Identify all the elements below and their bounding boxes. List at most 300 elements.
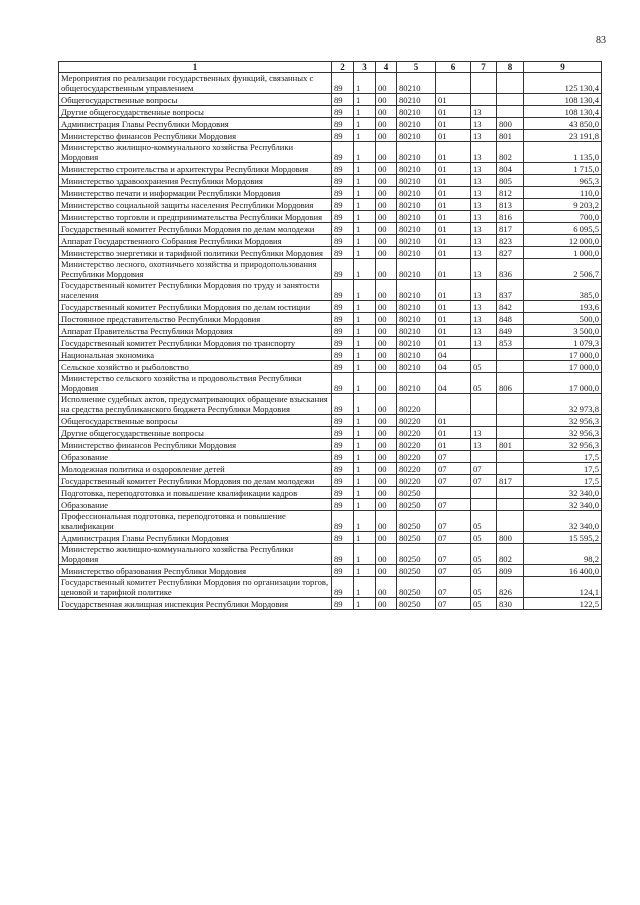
row-code-col-4: 00 bbox=[376, 487, 397, 499]
row-description: Государственный комитет Республики Мордовия по делам молодежи bbox=[59, 475, 332, 487]
row-code-col-2: 89 bbox=[332, 598, 354, 610]
table-row bbox=[59, 487, 602, 499]
row-code-col-6: 01 bbox=[436, 94, 471, 106]
row-code-col-6: 01 bbox=[436, 223, 471, 235]
row-code-col-3: 1 bbox=[354, 427, 376, 439]
row-code-col-4: 00 bbox=[376, 247, 397, 259]
row-code-col-5: 80250 bbox=[397, 499, 436, 511]
column-header-3: 3 bbox=[354, 62, 376, 73]
row-code-col-8: 816 bbox=[497, 211, 524, 223]
table-row bbox=[59, 211, 602, 223]
row-amount: 2 506,7 bbox=[524, 259, 602, 280]
row-code-col-8: 806 bbox=[497, 373, 524, 394]
row-code-col-4: 00 bbox=[376, 142, 397, 163]
row-description: Министерство образования Республики Мордовия bbox=[59, 565, 332, 577]
row-code-col-2: 89 bbox=[332, 427, 354, 439]
row-amount: 108 130,4 bbox=[524, 94, 602, 106]
row-code-col-7: 13 bbox=[471, 313, 497, 325]
row-description: Общегосударственные вопросы bbox=[59, 94, 332, 106]
row-code-col-5: 80210 bbox=[397, 175, 436, 187]
row-code-col-3: 1 bbox=[354, 235, 376, 247]
table-row bbox=[59, 532, 602, 544]
row-description: Министерство торговли и предпринимательства Республики Мордовия bbox=[59, 211, 332, 223]
table-row bbox=[59, 187, 602, 199]
row-description: Министерство печати и информации Республики Мордовия bbox=[59, 187, 332, 199]
row-code-col-7: 13 bbox=[471, 163, 497, 175]
row-description: Государственный комитет Республики Мордовия по делам молодежи bbox=[59, 223, 332, 235]
row-code-col-3: 1 bbox=[354, 280, 376, 301]
row-description: Министерство социальной защиты населения Республики Мордовия bbox=[59, 199, 332, 211]
row-code-col-2: 89 bbox=[332, 211, 354, 223]
row-code-col-7 bbox=[471, 349, 497, 361]
row-code-col-8 bbox=[497, 511, 524, 532]
row-code-col-8 bbox=[497, 487, 524, 499]
row-amount: 124,1 bbox=[524, 577, 602, 598]
table-row bbox=[59, 280, 602, 301]
row-code-col-3: 1 bbox=[354, 325, 376, 337]
row-code-col-5: 80250 bbox=[397, 544, 436, 565]
row-code-col-8: 802 bbox=[497, 142, 524, 163]
row-code-col-6: 01 bbox=[436, 247, 471, 259]
table-row bbox=[59, 565, 602, 577]
column-header-4: 4 bbox=[376, 62, 397, 73]
row-description: Другие общегосударственные вопросы bbox=[59, 106, 332, 118]
row-code-col-4: 00 bbox=[376, 235, 397, 247]
row-code-col-4: 00 bbox=[376, 280, 397, 301]
row-code-col-2: 89 bbox=[332, 361, 354, 373]
row-description: Государственный комитет Республики Мордовия по транспорту bbox=[59, 337, 332, 349]
row-amount: 32 956,3 bbox=[524, 415, 602, 427]
row-code-col-2: 89 bbox=[332, 337, 354, 349]
row-code-col-7: 13 bbox=[471, 199, 497, 211]
row-code-col-8 bbox=[497, 451, 524, 463]
row-code-col-6 bbox=[436, 73, 471, 94]
row-code-col-8: 848 bbox=[497, 313, 524, 325]
row-code-col-3: 1 bbox=[354, 499, 376, 511]
table-row bbox=[59, 451, 602, 463]
row-code-col-2: 89 bbox=[332, 325, 354, 337]
row-code-col-3: 1 bbox=[354, 349, 376, 361]
row-description: Подготовка, переподготовка и повышение квалификации кадров bbox=[59, 487, 332, 499]
row-amount: 32 973,8 bbox=[524, 394, 602, 415]
row-amount: 1 000,0 bbox=[524, 247, 602, 259]
row-code-col-4: 00 bbox=[376, 361, 397, 373]
row-code-col-8 bbox=[497, 499, 524, 511]
row-code-col-3: 1 bbox=[354, 118, 376, 130]
row-code-col-4: 00 bbox=[376, 163, 397, 175]
row-code-col-8: 853 bbox=[497, 337, 524, 349]
row-code-col-2: 89 bbox=[332, 373, 354, 394]
row-amount: 1 135,0 bbox=[524, 142, 602, 163]
row-code-col-7: 05 bbox=[471, 361, 497, 373]
row-code-col-5: 80210 bbox=[397, 325, 436, 337]
row-code-col-4: 00 bbox=[376, 175, 397, 187]
row-code-col-6: 04 bbox=[436, 349, 471, 361]
row-code-col-3: 1 bbox=[354, 247, 376, 259]
row-code-col-8 bbox=[497, 349, 524, 361]
row-code-col-6: 04 bbox=[436, 361, 471, 373]
table-row bbox=[59, 259, 602, 280]
table-row bbox=[59, 130, 602, 142]
row-code-col-5: 80210 bbox=[397, 349, 436, 361]
row-code-col-3: 1 bbox=[354, 532, 376, 544]
row-code-col-8 bbox=[497, 94, 524, 106]
row-code-col-7 bbox=[471, 451, 497, 463]
row-code-col-8: 800 bbox=[497, 118, 524, 130]
row-code-col-3: 1 bbox=[354, 106, 376, 118]
row-description: Общегосударственные вопросы bbox=[59, 415, 332, 427]
row-code-col-6: 07 bbox=[436, 577, 471, 598]
row-code-col-3: 1 bbox=[354, 142, 376, 163]
row-code-col-7: 13 bbox=[471, 118, 497, 130]
row-code-col-4: 00 bbox=[376, 427, 397, 439]
row-code-col-3: 1 bbox=[354, 487, 376, 499]
row-amount: 385,0 bbox=[524, 280, 602, 301]
row-code-col-2: 89 bbox=[332, 313, 354, 325]
row-description: Министерство жилищно-коммунального хозяйства Республики Мордовия bbox=[59, 544, 332, 565]
row-code-col-6: 01 bbox=[436, 280, 471, 301]
row-code-col-6: 01 bbox=[436, 130, 471, 142]
row-code-col-2: 89 bbox=[332, 130, 354, 142]
row-code-col-6: 01 bbox=[436, 118, 471, 130]
row-code-col-6: 07 bbox=[436, 463, 471, 475]
row-description: Министерство энергетики и тарифной политики Республики Мордовия bbox=[59, 247, 332, 259]
table-row bbox=[59, 361, 602, 373]
row-amount: 122,5 bbox=[524, 598, 602, 610]
row-code-col-5: 80210 bbox=[397, 187, 436, 199]
row-amount: 17,5 bbox=[524, 463, 602, 475]
row-amount: 15 595,2 bbox=[524, 532, 602, 544]
row-amount: 23 191,8 bbox=[524, 130, 602, 142]
row-code-col-6: 07 bbox=[436, 544, 471, 565]
row-code-col-3: 1 bbox=[354, 475, 376, 487]
row-code-col-3: 1 bbox=[354, 415, 376, 427]
row-code-col-5: 80210 bbox=[397, 337, 436, 349]
row-amount: 17 000,0 bbox=[524, 349, 602, 361]
row-code-col-6: 01 bbox=[436, 301, 471, 313]
row-code-col-8: 809 bbox=[497, 565, 524, 577]
row-code-col-6: 07 bbox=[436, 565, 471, 577]
row-code-col-6: 07 bbox=[436, 532, 471, 544]
row-code-col-7: 07 bbox=[471, 463, 497, 475]
row-code-col-3: 1 bbox=[354, 223, 376, 235]
row-code-col-3: 1 bbox=[354, 175, 376, 187]
row-description: Аппарат Правительства Республики Мордовия bbox=[59, 325, 332, 337]
row-code-col-4: 00 bbox=[376, 499, 397, 511]
row-code-col-8: 830 bbox=[497, 598, 524, 610]
row-amount: 17 000,0 bbox=[524, 361, 602, 373]
row-code-col-6: 01 bbox=[436, 337, 471, 349]
row-amount: 6 095,5 bbox=[524, 223, 602, 235]
row-code-col-2: 89 bbox=[332, 577, 354, 598]
row-description: Министерство жилищно-коммунального хозяйства Республики Мордовия bbox=[59, 142, 332, 163]
row-code-col-3: 1 bbox=[354, 598, 376, 610]
row-description: Министерство строительства и архитектуры Республики Мордовия bbox=[59, 163, 332, 175]
row-code-col-7 bbox=[471, 73, 497, 94]
row-code-col-7 bbox=[471, 415, 497, 427]
header-row bbox=[59, 62, 602, 73]
row-code-col-4: 00 bbox=[376, 199, 397, 211]
row-description: Министерство лесного, охотничьего хозяйства и природопользования Республики Мордовия bbox=[59, 259, 332, 280]
row-code-col-2: 89 bbox=[332, 94, 354, 106]
row-code-col-8 bbox=[497, 106, 524, 118]
row-code-col-4: 00 bbox=[376, 451, 397, 463]
row-code-col-8: 837 bbox=[497, 280, 524, 301]
row-code-col-5: 80210 bbox=[397, 259, 436, 280]
row-code-col-4: 00 bbox=[376, 337, 397, 349]
row-description: Государственный комитет Республики Мордовия по делам юстиции bbox=[59, 301, 332, 313]
table-row bbox=[59, 544, 602, 565]
row-code-col-4: 00 bbox=[376, 415, 397, 427]
row-code-col-7: 13 bbox=[471, 142, 497, 163]
row-code-col-3: 1 bbox=[354, 73, 376, 94]
row-code-col-4: 00 bbox=[376, 187, 397, 199]
row-code-col-6: 07 bbox=[436, 451, 471, 463]
row-code-col-8: 805 bbox=[497, 175, 524, 187]
row-code-col-2: 89 bbox=[332, 463, 354, 475]
row-code-col-2: 89 bbox=[332, 511, 354, 532]
budget-table bbox=[58, 61, 602, 610]
row-code-col-7: 13 bbox=[471, 439, 497, 451]
row-code-col-2: 89 bbox=[332, 280, 354, 301]
table-row bbox=[59, 94, 602, 106]
row-code-col-7 bbox=[471, 94, 497, 106]
row-code-col-7: 05 bbox=[471, 577, 497, 598]
row-code-col-7 bbox=[471, 487, 497, 499]
row-code-col-2: 89 bbox=[332, 223, 354, 235]
row-code-col-4: 00 bbox=[376, 301, 397, 313]
page-number: 83 bbox=[596, 35, 606, 46]
row-code-col-8: 801 bbox=[497, 130, 524, 142]
row-code-col-5: 80250 bbox=[397, 511, 436, 532]
row-code-col-6: 01 bbox=[436, 211, 471, 223]
row-code-col-3: 1 bbox=[354, 211, 376, 223]
row-description: Государственная жилищная инспекция Республики Мордовия bbox=[59, 598, 332, 610]
row-code-col-6 bbox=[436, 487, 471, 499]
row-code-col-2: 89 bbox=[332, 199, 354, 211]
row-amount: 110,0 bbox=[524, 187, 602, 199]
row-code-col-4: 00 bbox=[376, 463, 397, 475]
row-code-col-5: 80220 bbox=[397, 439, 436, 451]
row-amount: 700,0 bbox=[524, 211, 602, 223]
row-code-col-2: 89 bbox=[332, 118, 354, 130]
row-description: Государственный комитет Республики Мордовия по труду и занятости населения bbox=[59, 280, 332, 301]
row-code-col-3: 1 bbox=[354, 451, 376, 463]
row-code-col-6: 01 bbox=[436, 199, 471, 211]
row-code-col-2: 89 bbox=[332, 259, 354, 280]
row-code-col-8 bbox=[497, 394, 524, 415]
row-code-col-2: 89 bbox=[332, 487, 354, 499]
row-code-col-3: 1 bbox=[354, 373, 376, 394]
row-code-col-3: 1 bbox=[354, 199, 376, 211]
row-code-col-7: 07 bbox=[471, 475, 497, 487]
row-code-col-4: 00 bbox=[376, 544, 397, 565]
row-code-col-2: 89 bbox=[332, 187, 354, 199]
row-code-col-7: 05 bbox=[471, 544, 497, 565]
row-code-col-7: 13 bbox=[471, 259, 497, 280]
row-amount: 1 715,0 bbox=[524, 163, 602, 175]
row-code-col-4: 00 bbox=[376, 73, 397, 94]
row-code-col-2: 89 bbox=[332, 439, 354, 451]
row-amount: 32 340,0 bbox=[524, 511, 602, 532]
row-code-col-5: 80220 bbox=[397, 463, 436, 475]
row-code-col-7: 05 bbox=[471, 532, 497, 544]
row-code-col-6: 01 bbox=[436, 106, 471, 118]
row-code-col-8: 804 bbox=[497, 163, 524, 175]
row-code-col-4: 00 bbox=[376, 211, 397, 223]
row-code-col-3: 1 bbox=[354, 337, 376, 349]
row-code-col-6 bbox=[436, 394, 471, 415]
row-amount: 17,5 bbox=[524, 475, 602, 487]
row-code-col-3: 1 bbox=[354, 439, 376, 451]
row-code-col-5: 80250 bbox=[397, 487, 436, 499]
row-code-col-5: 80210 bbox=[397, 199, 436, 211]
row-amount: 17,5 bbox=[524, 451, 602, 463]
row-code-col-5: 80210 bbox=[397, 313, 436, 325]
row-code-col-4: 00 bbox=[376, 532, 397, 544]
row-code-col-3: 1 bbox=[354, 301, 376, 313]
row-code-col-5: 80250 bbox=[397, 598, 436, 610]
table-row bbox=[59, 349, 602, 361]
row-code-col-7: 05 bbox=[471, 598, 497, 610]
row-description: Постоянное представительство Республики Мордовия bbox=[59, 313, 332, 325]
row-code-col-5: 80210 bbox=[397, 94, 436, 106]
row-amount: 32 340,0 bbox=[524, 499, 602, 511]
row-code-col-8 bbox=[497, 361, 524, 373]
row-code-col-5: 80210 bbox=[397, 247, 436, 259]
table-row bbox=[59, 475, 602, 487]
row-amount: 125 130,4 bbox=[524, 73, 602, 94]
row-code-col-6: 07 bbox=[436, 475, 471, 487]
row-description: Молодежная политика и оздоровление детей bbox=[59, 463, 332, 475]
row-code-col-8: 849 bbox=[497, 325, 524, 337]
column-header-1: 1 bbox=[59, 62, 332, 73]
row-code-col-5: 80250 bbox=[397, 532, 436, 544]
row-code-col-2: 89 bbox=[332, 73, 354, 94]
row-code-col-7: 13 bbox=[471, 175, 497, 187]
row-amount: 32 340,0 bbox=[524, 487, 602, 499]
row-code-col-4: 00 bbox=[376, 439, 397, 451]
row-code-col-4: 00 bbox=[376, 394, 397, 415]
row-code-col-5: 80220 bbox=[397, 451, 436, 463]
row-amount: 32 956,3 bbox=[524, 427, 602, 439]
row-code-col-5: 80220 bbox=[397, 415, 436, 427]
row-description: Министерство здравоохранения Республики Мордовия bbox=[59, 175, 332, 187]
row-code-col-2: 89 bbox=[332, 142, 354, 163]
row-code-col-2: 89 bbox=[332, 415, 354, 427]
row-code-col-6: 07 bbox=[436, 598, 471, 610]
row-amount: 1 079,3 bbox=[524, 337, 602, 349]
row-code-col-6: 01 bbox=[436, 259, 471, 280]
row-code-col-5: 80210 bbox=[397, 163, 436, 175]
row-code-col-6: 01 bbox=[436, 325, 471, 337]
row-amount: 32 956,3 bbox=[524, 439, 602, 451]
row-code-col-3: 1 bbox=[354, 565, 376, 577]
row-code-col-2: 89 bbox=[332, 394, 354, 415]
row-description: Министерство финансов Республики Мордовия bbox=[59, 439, 332, 451]
row-code-col-8: 802 bbox=[497, 544, 524, 565]
table-row bbox=[59, 175, 602, 187]
row-amount: 3 500,0 bbox=[524, 325, 602, 337]
row-code-col-4: 00 bbox=[376, 565, 397, 577]
row-code-col-4: 00 bbox=[376, 577, 397, 598]
row-code-col-5: 80210 bbox=[397, 373, 436, 394]
row-description: Сельское хозяйство и рыболовство bbox=[59, 361, 332, 373]
table-row bbox=[59, 247, 602, 259]
table-row bbox=[59, 301, 602, 313]
table-row bbox=[59, 415, 602, 427]
row-code-col-7: 13 bbox=[471, 211, 497, 223]
row-code-col-6: 01 bbox=[436, 235, 471, 247]
row-code-col-6: 01 bbox=[436, 187, 471, 199]
row-code-col-8: 800 bbox=[497, 532, 524, 544]
row-description: Государственный комитет Республики Мордовия по организации торгов, ценовой и тарифной политике bbox=[59, 577, 332, 598]
row-code-col-5: 80210 bbox=[397, 142, 436, 163]
column-header-7: 7 bbox=[471, 62, 497, 73]
row-code-col-4: 00 bbox=[376, 223, 397, 235]
row-code-col-8 bbox=[497, 73, 524, 94]
row-description: Мероприятия по реализации государственных функций, связанных с общегосударственным управлением bbox=[59, 73, 332, 94]
row-code-col-7: 13 bbox=[471, 280, 497, 301]
row-code-col-3: 1 bbox=[354, 163, 376, 175]
column-header-5: 5 bbox=[397, 62, 436, 73]
row-code-col-5: 80250 bbox=[397, 565, 436, 577]
row-code-col-7: 05 bbox=[471, 373, 497, 394]
row-code-col-3: 1 bbox=[354, 544, 376, 565]
row-code-col-7 bbox=[471, 499, 497, 511]
row-code-col-3: 1 bbox=[354, 259, 376, 280]
row-code-col-2: 89 bbox=[332, 163, 354, 175]
row-amount: 12 000,0 bbox=[524, 235, 602, 247]
table-row bbox=[59, 598, 602, 610]
row-code-col-4: 00 bbox=[376, 313, 397, 325]
row-amount: 108 130,4 bbox=[524, 106, 602, 118]
row-code-col-2: 89 bbox=[332, 544, 354, 565]
column-header-9: 9 bbox=[524, 62, 602, 73]
row-amount: 17 000,0 bbox=[524, 373, 602, 394]
row-code-col-3: 1 bbox=[354, 94, 376, 106]
row-code-col-4: 00 bbox=[376, 94, 397, 106]
column-header-2: 2 bbox=[332, 62, 354, 73]
row-description: Образование bbox=[59, 451, 332, 463]
row-code-col-7: 13 bbox=[471, 223, 497, 235]
table-row bbox=[59, 73, 602, 94]
row-description: Администрация Главы Республики Мордовия bbox=[59, 118, 332, 130]
row-code-col-7: 13 bbox=[471, 337, 497, 349]
row-code-col-7: 13 bbox=[471, 301, 497, 313]
row-code-col-6: 01 bbox=[436, 415, 471, 427]
row-code-col-7: 05 bbox=[471, 511, 497, 532]
row-code-col-3: 1 bbox=[354, 361, 376, 373]
row-code-col-5: 80220 bbox=[397, 394, 436, 415]
row-code-col-3: 1 bbox=[354, 130, 376, 142]
row-code-col-3: 1 bbox=[354, 577, 376, 598]
row-code-col-8: 827 bbox=[497, 247, 524, 259]
row-code-col-2: 89 bbox=[332, 451, 354, 463]
row-code-col-8 bbox=[497, 427, 524, 439]
table-row bbox=[59, 511, 602, 532]
table-row bbox=[59, 463, 602, 475]
row-code-col-2: 89 bbox=[332, 247, 354, 259]
row-description: Аппарат Государственного Собрания Республики Мордовия bbox=[59, 235, 332, 247]
row-amount: 9 203,2 bbox=[524, 199, 602, 211]
row-code-col-8: 801 bbox=[497, 439, 524, 451]
row-code-col-5: 80210 bbox=[397, 211, 436, 223]
row-code-col-7: 05 bbox=[471, 565, 497, 577]
row-code-col-7: 13 bbox=[471, 106, 497, 118]
row-code-col-2: 89 bbox=[332, 349, 354, 361]
row-code-col-2: 89 bbox=[332, 301, 354, 313]
